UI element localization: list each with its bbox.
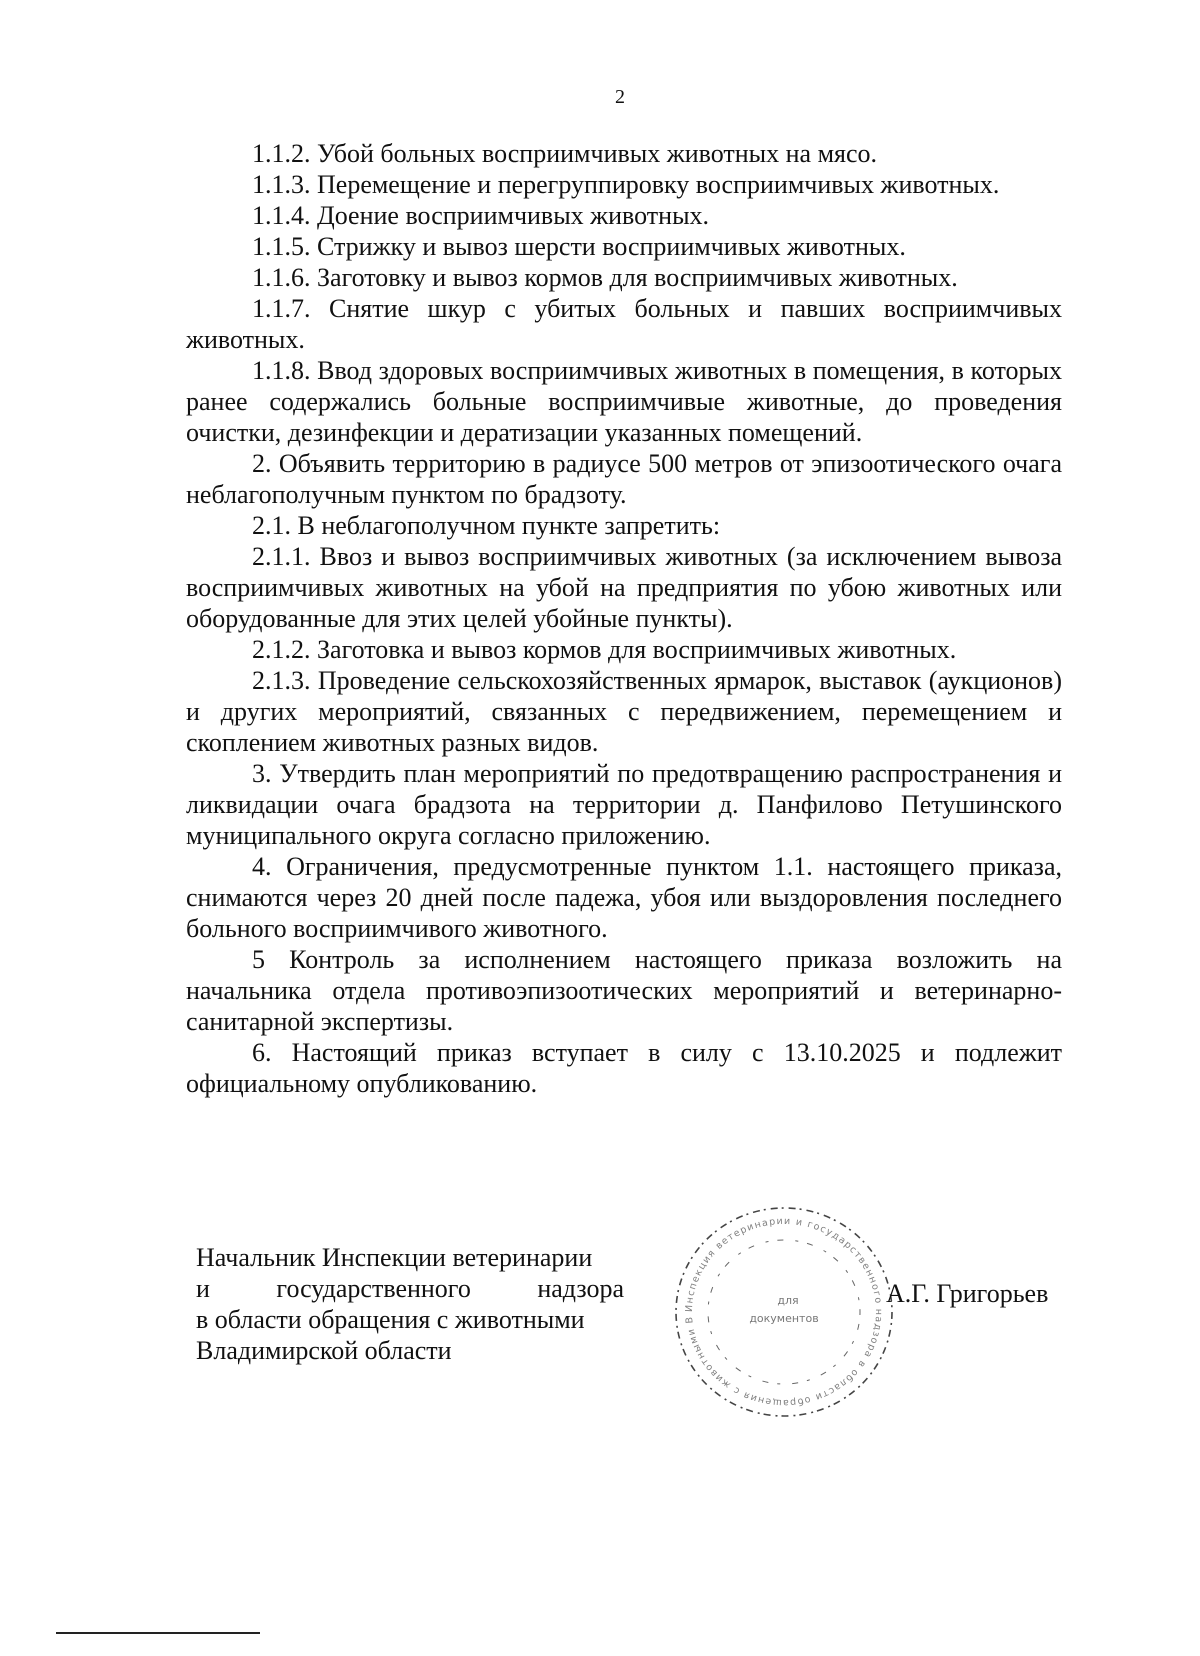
paragraph-2-1-1: 2.1.1. Ввоз и вывоз восприимчивых животных (за исключением вывоза восприимчивых животных на убой на предприятия по убою животных или оборудованные для этих целей убойные пункты). [186, 542, 1062, 633]
position-line-4: Владимирской области [196, 1336, 452, 1365]
seal-icon [664, 1196, 904, 1428]
document-body [186, 138, 1062, 1099]
seal-center-text-2: документов [749, 1312, 819, 1325]
paragraph-1-1-6: 1.1.6. Заготовку и вывоз кормов для восприимчивых животных. [252, 263, 958, 292]
paragraph-2-1-3: 2.1.3. Проведение сельскохозяйственных ярмарок, выставок (аукционов) и других мероприятий, связанных с передвижением, перемещением и скоплением животных разных видов. [186, 666, 1062, 757]
paragraph-1-1-5: 1.1.5. Стрижку и вывоз шерсти восприимчивых животных. [252, 232, 906, 261]
seal-ring-text: Инспекция ветеринарии и государственного надзора в области обращения с животными В [683, 1215, 885, 1409]
position-line-1: Начальник Инспекции ветеринарии [196, 1243, 593, 1272]
position-line-3: в области обращения с животными [196, 1305, 585, 1334]
paragraph-2-1-2: 2.1.2. Заготовка и вывоз кормов для восприимчивых животных. [252, 635, 957, 664]
paragraph-1-1-7: 1.1.7. Снятие шкур с убитых больных и павших восприимчивых животных. [186, 294, 1062, 354]
paragraph-1-1-8: 1.1.8. Ввод здоровых восприимчивых животных в помещения, в которых ранее содержались больные восприимчивые животные, до проведения очистки, дезинфекции и дератизации указанных помещений. [186, 356, 1062, 447]
paragraph-1-1-4: 1.1.4. Доение восприимчивых животных. [252, 201, 710, 230]
paragraph-2-1: 2.1. В неблагополучном пункте запретить: [252, 511, 721, 540]
paragraph-2: 2. Объявить территорию в радиусе 500 метров от эпизоотического очага неблагополучным пунктом по брадзоту. [186, 449, 1062, 509]
svg-text:Инспекция ветеринарии и госуда [664, 1196, 884, 1408]
paragraph-6: 6. Настоящий приказ вступает в силу с 13.10.2025 и подлежит официальному опубликованию. [186, 1038, 1062, 1098]
paragraph-1-1-3: 1.1.3. Перемещение и перегруппировку восприимчивых животных. [252, 170, 1000, 199]
position-line-2: и государственного надзора [196, 1274, 624, 1303]
paragraph-5: 5 Контроль за исполнением настоящего приказа возложить на начальника отдела противоэпизоотических мероприятий и ветеринарно-санитарной экспертизы. [186, 945, 1062, 1036]
page-number: 2 [615, 86, 625, 108]
paragraph-4: 4. Ограничения, предусмотренные пунктом 1.1. настоящего приказа, снимаются через 20 дней после падежа, убоя или выздоровления последнего больного восприимчивого животного. [186, 852, 1062, 943]
footnote-divider [56, 1632, 260, 1634]
seal-center-text-1: для [777, 1294, 799, 1307]
official-seal-stamp [664, 1196, 904, 1428]
signatory-position [196, 1242, 624, 1366]
paragraph-1-1-2: 1.1.2. Убой больных восприимчивых животных на мясо. [252, 139, 878, 168]
signatory-name: А.Г. Григорьев [886, 1279, 1049, 1308]
paragraph-3: 3. Утвердить план мероприятий по предотвращению распространения и ликвидации очага брадзота на территории д. Панфилово Петушинского муниципального округа согласно приложению. [186, 759, 1062, 850]
